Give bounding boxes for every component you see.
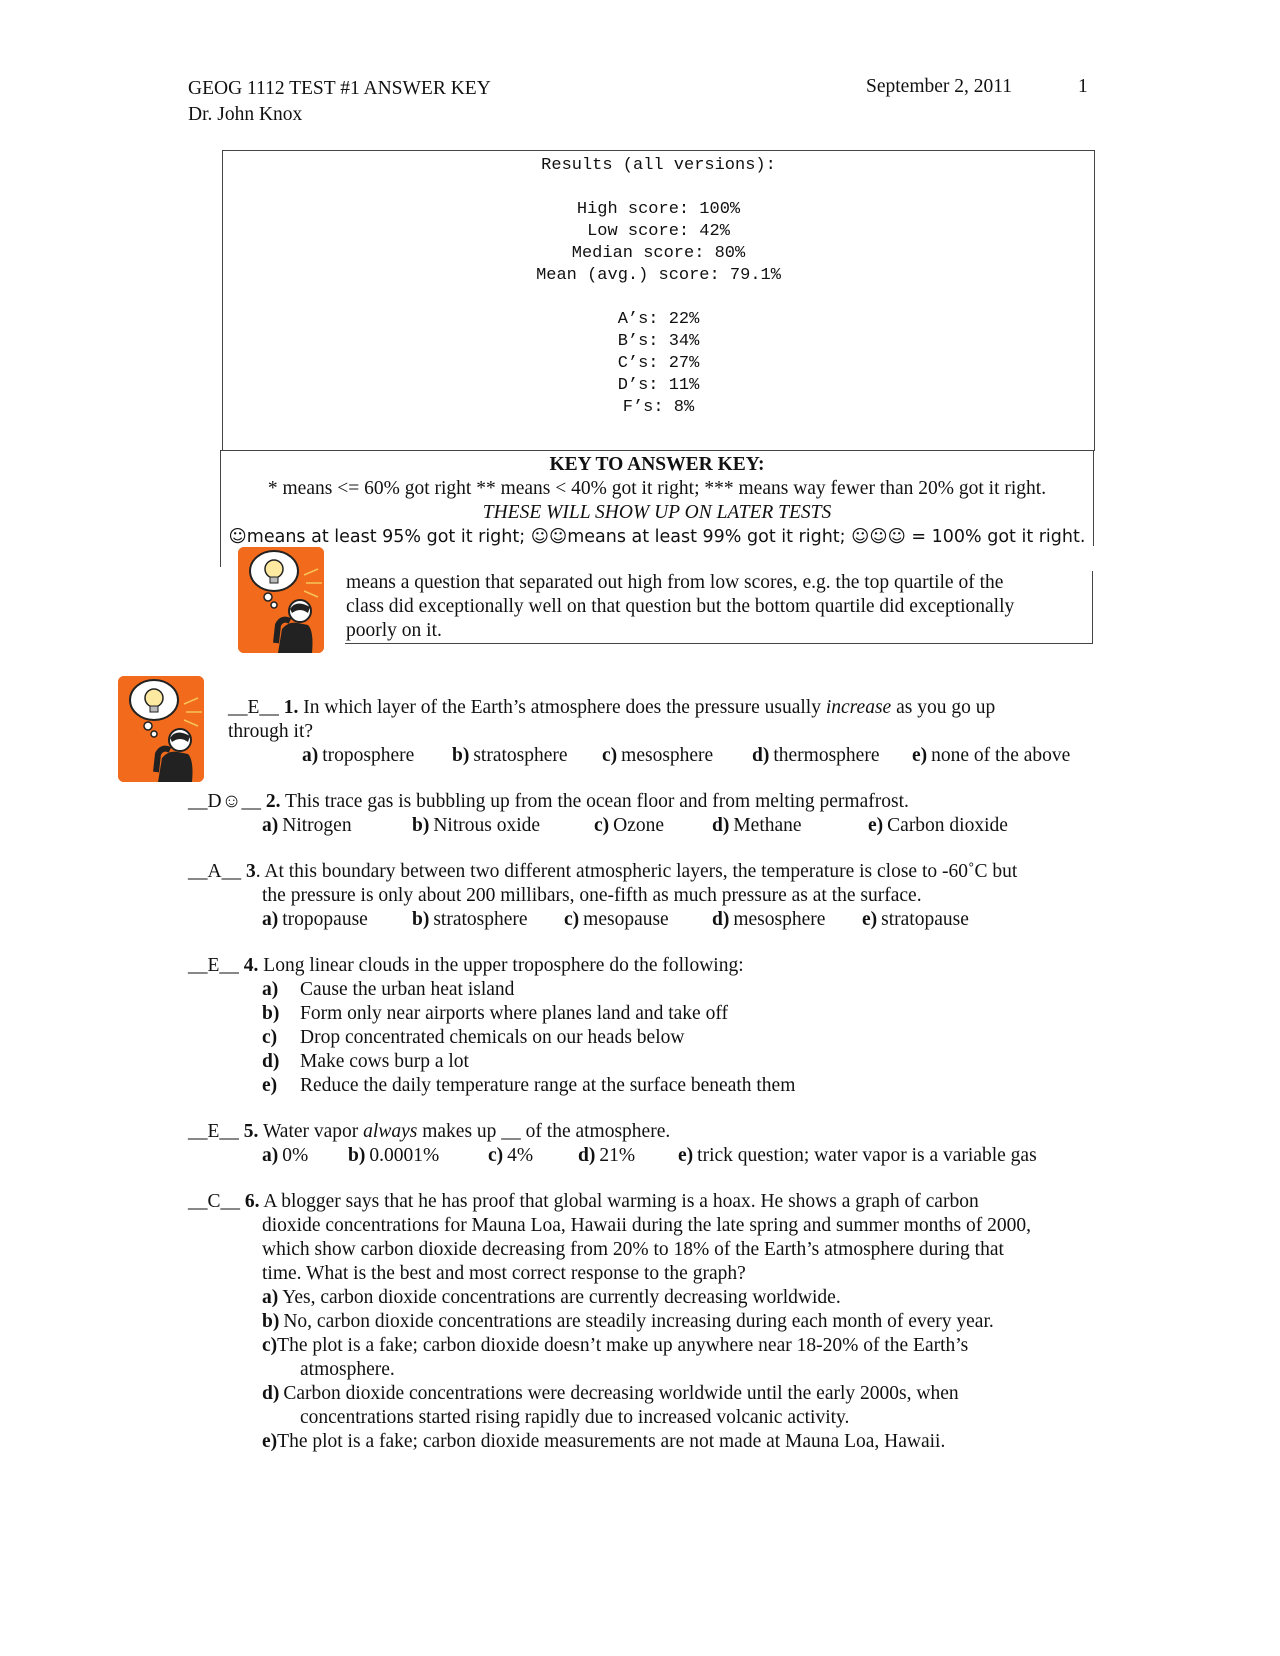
question-6-line: dioxide concentrations for Mauna Loa, Hawaii during the late spring and summer months of 2000, xyxy=(262,1215,1031,1236)
results-median: Median score: 80% xyxy=(571,244,746,263)
question-number: 5. xyxy=(243,1121,259,1142)
option-key: a) xyxy=(262,1287,279,1308)
separator-line-3: poorly on it. xyxy=(346,620,442,641)
option-text: trick question; water vapor is a variable gas xyxy=(697,1145,1037,1166)
key-line-smileys: ☺means at least 95% got it right; ☺☺means at least 99% got it right; ☺☺☺ = 100% got it right. xyxy=(228,527,1086,547)
question-text: Long linear clouds in the upper troposphere do the following: xyxy=(263,955,744,976)
option-key: a) xyxy=(262,815,279,836)
option-text: Methane xyxy=(733,815,802,836)
option-text: 0.0001% xyxy=(369,1145,440,1166)
option-key: d) xyxy=(712,909,730,930)
question-6-line: time. What is the best and most correct response to the graph? xyxy=(262,1263,746,1284)
option-c xyxy=(564,908,669,932)
page-number: 1 xyxy=(1078,76,1088,97)
option-a xyxy=(262,1286,841,1310)
option-key: e) xyxy=(862,909,878,930)
option-key: c) xyxy=(262,1335,278,1356)
key-line-stars: * means <= 60% got right ** means < 40% got it right; *** means way fewer than 20% got it right. xyxy=(267,478,1047,499)
question-6 xyxy=(188,1190,979,1214)
option-text: Carbon dioxide concentrations were decreasing worldwide until the early 2000s, when xyxy=(283,1383,959,1404)
option-text: 4% xyxy=(507,1145,534,1166)
option-key: d) xyxy=(262,1383,280,1404)
option-key: d) xyxy=(712,815,730,836)
option-text: Make cows burp a lot xyxy=(300,1051,469,1072)
question-emphasis: increase xyxy=(825,697,892,718)
option-text: Reduce the daily temperature range at the surface beneath them xyxy=(300,1075,796,1096)
option-d-continued: concentrations started rising rapidly due to increased volcanic activity. xyxy=(300,1407,850,1428)
results-low: Low score: 42% xyxy=(587,222,730,241)
question-text: Water vapor xyxy=(262,1121,359,1142)
grade-f: F’s: 8% xyxy=(622,398,695,417)
option-b xyxy=(262,1310,994,1334)
question-1 xyxy=(228,696,995,720)
option-key: d) xyxy=(262,1051,280,1072)
lightbulb-thinker-icon xyxy=(238,547,324,653)
key-title: KEY TO ANSWER KEY: xyxy=(549,454,765,475)
option-text: Nitrogen xyxy=(282,815,352,836)
option-key: a) xyxy=(302,745,319,766)
option-text: The plot is a fake; carbon dioxide measurements are not made at Mauna Loa, Hawaii. xyxy=(277,1431,946,1452)
question-4 xyxy=(188,954,744,978)
option-key: d) xyxy=(578,1145,596,1166)
option-text: Carbon dioxide xyxy=(887,815,1008,836)
instructor-name: Dr. John Knox xyxy=(188,104,303,125)
option-text: Nitrous oxide xyxy=(433,815,541,836)
option-a xyxy=(262,978,515,1002)
grade-d: D’s: 11% xyxy=(617,376,700,395)
option-b xyxy=(412,908,528,932)
question-text: A blogger says that he has proof that global warming is a hoax. He shows a graph of carbon xyxy=(263,1191,979,1212)
option-key: b) xyxy=(262,1003,280,1024)
option-b xyxy=(452,744,568,768)
divider xyxy=(345,643,1093,644)
question-6-line: which show carbon dioxide decreasing from 20% to 18% of the Earth’s atmosphere during that xyxy=(262,1239,1004,1260)
option-key: e) xyxy=(262,1431,278,1452)
option-a xyxy=(262,1144,308,1168)
option-key: c) xyxy=(602,745,618,766)
option-e xyxy=(868,814,1008,838)
option-e xyxy=(262,1430,945,1454)
option-d xyxy=(712,814,802,838)
option-text: stratosphere xyxy=(473,745,568,766)
option-text: thermosphere xyxy=(773,745,880,766)
option-d xyxy=(752,744,879,768)
option-e xyxy=(912,744,1070,768)
question-1-continued: through it? xyxy=(228,721,314,742)
option-text: The plot is a fake; carbon dioxide doesn’t make up anywhere near 18-20% of the Earth’s xyxy=(277,1335,969,1356)
lightbulb-thinker-icon xyxy=(118,676,204,782)
option-key: b) xyxy=(412,909,430,930)
option-key: e) xyxy=(678,1145,694,1166)
option-key: e) xyxy=(912,745,928,766)
option-text: mesosphere xyxy=(733,909,826,930)
option-key: b) xyxy=(452,745,470,766)
header-left xyxy=(188,76,491,128)
separator-line-1: means a question that separated out high from low scores, e.g. the top quartile of the xyxy=(346,572,1004,593)
option-c-continued: atmosphere. xyxy=(300,1359,395,1380)
results-title: Results (all versions): xyxy=(541,156,776,175)
option-key: a) xyxy=(262,979,279,1000)
option-text: Cause the urban heat island xyxy=(300,979,515,1000)
key-box xyxy=(220,450,1094,546)
grade-c: C’s: 27% xyxy=(617,354,700,373)
option-key: d) xyxy=(752,745,770,766)
option-e xyxy=(678,1144,1037,1168)
grade-b: B’s: 34% xyxy=(617,332,700,351)
grade-a: A’s: 22% xyxy=(617,310,700,329)
option-text: stratosphere xyxy=(433,909,528,930)
header-date: September 2, 2011 xyxy=(866,76,1013,97)
key-line-later-tests: THESE WILL SHOW UP ON LATER TESTS xyxy=(482,502,832,523)
option-key: c) xyxy=(564,909,580,930)
divider xyxy=(1092,571,1093,643)
separator-explanation xyxy=(346,571,1014,643)
option-key: c) xyxy=(488,1145,504,1166)
option-c xyxy=(262,1026,685,1050)
question-2 xyxy=(188,790,909,814)
option-key: b) xyxy=(412,815,430,836)
option-key: a) xyxy=(262,909,279,930)
results-high: High score: 100% xyxy=(576,200,741,219)
option-key: b) xyxy=(262,1311,280,1332)
option-b xyxy=(412,814,540,838)
option-key: e) xyxy=(262,1075,278,1096)
option-text: Ozone xyxy=(613,815,665,836)
option-key: c) xyxy=(594,815,610,836)
question-text: makes up __ of the atmosphere. xyxy=(422,1121,671,1142)
option-a xyxy=(302,744,414,768)
option-text: mesosphere xyxy=(621,745,714,766)
option-text: 0% xyxy=(282,1145,309,1166)
option-text: Form only near airports where planes land and take off xyxy=(300,1003,728,1024)
answer: __E__ xyxy=(188,955,239,976)
option-d xyxy=(262,1382,959,1406)
option-b xyxy=(348,1144,439,1168)
option-key: e) xyxy=(868,815,884,836)
option-text: stratopause xyxy=(881,909,969,930)
option-e xyxy=(862,908,969,932)
separator-line-2: class did exceptionally well on that question but the bottom quartile did exceptionally xyxy=(346,596,1015,617)
option-c xyxy=(602,744,713,768)
question-3 xyxy=(188,860,1017,884)
option-text: No, carbon dioxide concentrations are steadily increasing during each month of every year. xyxy=(283,1311,994,1332)
option-key: c) xyxy=(262,1027,278,1048)
option-text: troposphere xyxy=(322,745,415,766)
option-text: 21% xyxy=(599,1145,636,1166)
question-number: 3 xyxy=(245,861,256,882)
option-a xyxy=(262,814,352,838)
option-key: b) xyxy=(348,1145,366,1166)
option-d xyxy=(262,1050,469,1074)
option-c xyxy=(488,1144,533,1168)
option-d xyxy=(712,908,825,932)
question-text: as you go up xyxy=(896,697,996,718)
question-number: 2. xyxy=(265,791,281,812)
option-text: Yes, carbon dioxide concentrations are currently decreasing worldwide. xyxy=(282,1287,841,1308)
answer: __A__ xyxy=(188,861,242,882)
question-5 xyxy=(188,1120,670,1144)
question-number: 4. xyxy=(243,955,259,976)
option-text: none of the above xyxy=(931,745,1071,766)
question-text: . At this boundary between two different atmospheric layers, the temperature is close to -60˚C but xyxy=(255,861,1018,882)
answer: __C__ xyxy=(188,1191,241,1212)
option-text: tropopause xyxy=(282,909,368,930)
question-number: 6. xyxy=(244,1191,260,1212)
question-number: 1. xyxy=(283,697,299,718)
results-box xyxy=(222,150,1095,451)
option-e xyxy=(262,1074,796,1098)
question-text: This trace gas is bubbling up from the ocean floor and from melting permafrost. xyxy=(285,791,909,812)
option-c xyxy=(262,1334,968,1358)
answer: __D☺__ xyxy=(188,791,261,812)
option-a xyxy=(262,908,368,932)
option-text: mesopause xyxy=(583,909,669,930)
divider xyxy=(220,545,221,567)
question-text: In which layer of the Earth’s atmosphere does the pressure usually xyxy=(303,697,821,718)
answer: __E__ xyxy=(188,1121,239,1142)
option-text: Drop concentrated chemicals on our heads below xyxy=(300,1027,685,1048)
course-title: GEOG 1112 TEST #1 ANSWER KEY xyxy=(188,78,491,99)
results-mean: Mean (avg.) score: 79.1% xyxy=(536,266,781,285)
option-key: a) xyxy=(262,1145,279,1166)
question-emphasis: always xyxy=(363,1121,418,1142)
option-c xyxy=(594,814,664,838)
answer: __E__ xyxy=(228,697,279,718)
question-3-continued: the pressure is only about 200 millibars, one-fifth as much pressure as at the surface. xyxy=(262,885,922,906)
option-b xyxy=(262,1002,728,1026)
option-d xyxy=(578,1144,635,1168)
